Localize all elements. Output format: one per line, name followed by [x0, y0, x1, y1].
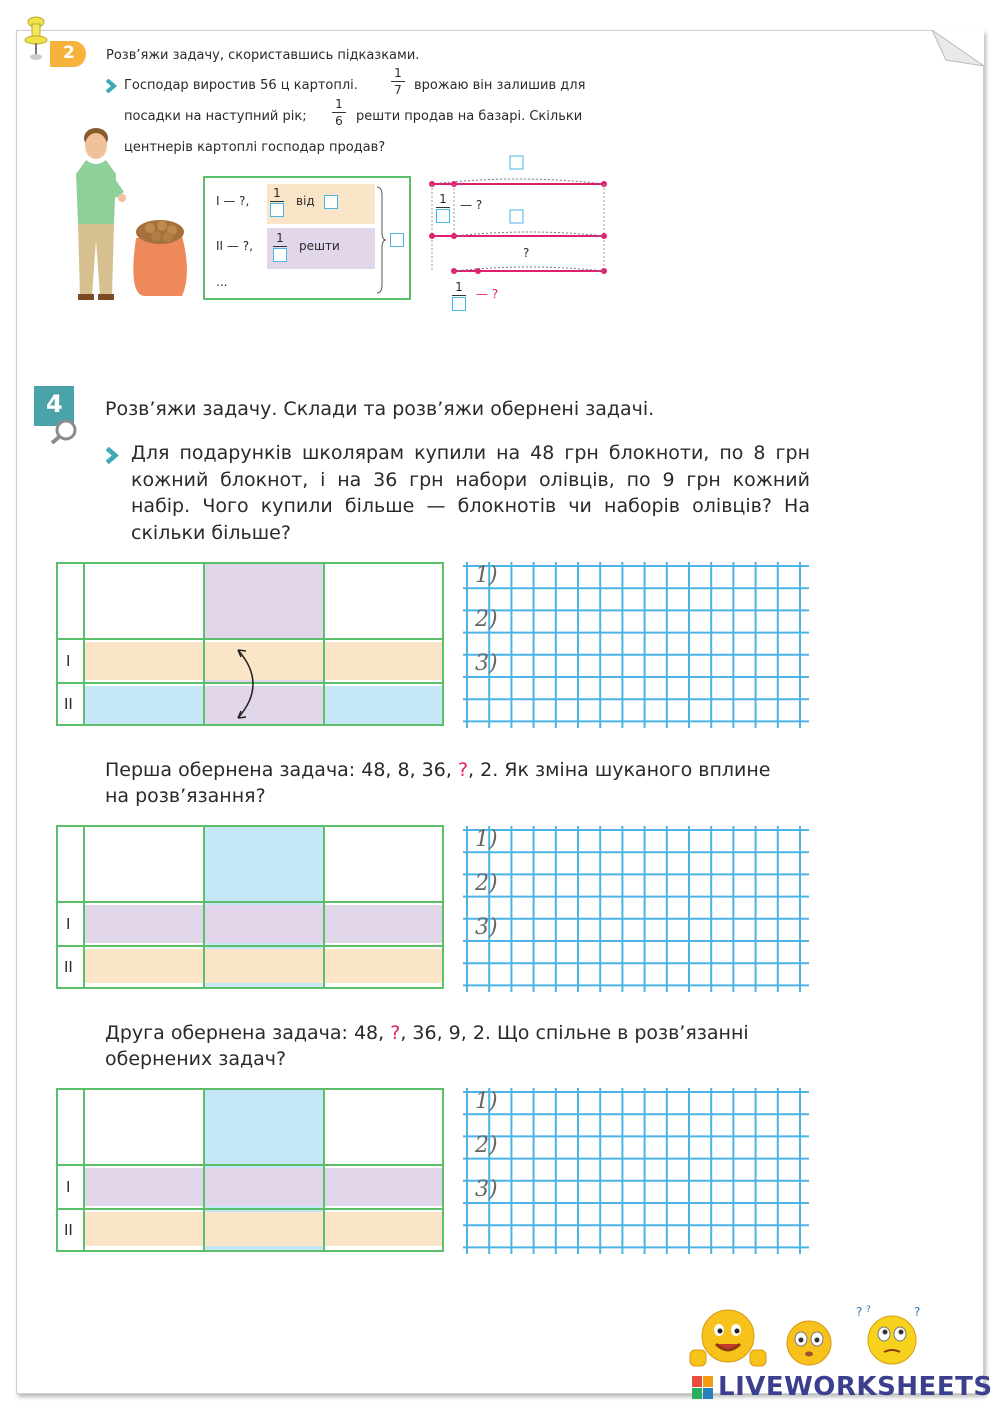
answer-box[interactable] — [324, 195, 338, 209]
row-label-2: II — [64, 695, 73, 713]
problem-line-4: скільки більше? — [131, 522, 291, 544]
inverse1-line2: на розв’язання? — [105, 785, 266, 807]
short-record-table-2 — [56, 825, 444, 989]
hint-row1-fraction — [270, 186, 284, 217]
chevron-right-icon — [106, 79, 118, 93]
task2-line2-a: посадки на наступний рік; — [124, 109, 307, 124]
fraction-numerator: 1 — [273, 186, 281, 200]
brace-icon — [376, 186, 386, 294]
row-label-1: I — [66, 652, 71, 670]
answer-grid-2[interactable] — [463, 826, 809, 992]
diagram-fraction-2 — [452, 280, 466, 311]
task2-instruction: Розв’яжи задачу, скориставшись підказками. — [106, 48, 420, 63]
task2-badge — [50, 41, 86, 67]
inverse1-text-a: Перша обернена задача: 48, 8, 36, — [105, 759, 452, 781]
row-label-2: II — [64, 1221, 73, 1239]
fraction-denominator: 6 — [335, 114, 343, 128]
step-label-1: 1) — [475, 827, 498, 852]
answer-box[interactable] — [452, 297, 466, 311]
inverse2-line1 — [105, 1020, 810, 1046]
answer-box[interactable] — [436, 209, 450, 223]
row1-highlight — [84, 1168, 442, 1206]
row1-highlight — [84, 905, 442, 943]
step-label-2: 2) — [475, 607, 498, 632]
fraction-numerator: 1 — [276, 231, 284, 245]
task2-line1-b: врожаю він залишив для — [414, 78, 586, 93]
fraction-numerator: 1 — [455, 280, 463, 294]
hint-row2-fraction — [273, 231, 287, 262]
smiley-surprised-icon — [782, 1318, 836, 1368]
fraction-denominator: 7 — [394, 83, 402, 97]
diagram-label-2: — ? — [476, 287, 499, 301]
header-cell-highlight — [205, 564, 323, 638]
problem-line-3: набір. Чого купили більше — блокнотів чи наборів олівців? На — [131, 495, 810, 517]
inverse2-text-a: Друга обернена задача: 48, — [105, 1022, 385, 1044]
row-label-1: I — [66, 915, 71, 933]
svg-text:?: ? — [914, 1305, 921, 1319]
answer-box[interactable] — [273, 248, 287, 262]
short-record-table-1 — [56, 562, 444, 726]
task2-line3: центнерів картоплі господар продав? — [124, 140, 386, 155]
problem-line-2: кожний блокнот, і на 36 грн набори олівців, по 9 грн кожний — [131, 469, 810, 491]
liveworksheets-brand[interactable]: LIVEWORKSHEETS — [718, 1372, 993, 1402]
diagram-label-1: — ? — [460, 198, 483, 212]
task4-badge — [34, 386, 82, 444]
chevron-right-icon — [106, 447, 120, 464]
fraction-numerator: 1 — [394, 66, 402, 80]
answer-box[interactable] — [270, 203, 284, 217]
task2-line2-b: решти продав на базарі. Скільки — [356, 109, 583, 124]
step-label-3: 3) — [475, 915, 498, 940]
inverse2-text-b: , 36, 9, 2. Що спільне в розв’язанні — [400, 1022, 749, 1044]
answer-grid-3[interactable] — [463, 1088, 809, 1254]
hint-row1-label: I — ?, — [216, 194, 250, 208]
inverse1-text-b: , 2. Як зміна шуканого вплине — [468, 759, 771, 781]
row2-highlight — [84, 1212, 442, 1246]
step-label-3: 3) — [475, 651, 498, 676]
hint-row2-word: решти — [299, 239, 340, 253]
diagram-fraction-1 — [436, 192, 450, 223]
diagram-question: ? — [523, 246, 530, 260]
short-record-table-3 — [56, 1088, 444, 1252]
task4-number: 4 — [46, 390, 63, 418]
hint-row3: ... — [216, 275, 228, 289]
fraction-one-seventh — [391, 66, 405, 97]
fraction-numerator: 1 — [335, 97, 343, 111]
row2-highlight — [84, 949, 442, 983]
farmer-illustration — [66, 124, 192, 306]
inverse2-line2: обернених задач? — [105, 1048, 287, 1070]
inverse1-question-mark: ? — [457, 759, 469, 781]
svg-text:?: ? — [866, 1305, 871, 1315]
step-label-2: 2) — [475, 1133, 498, 1158]
row-label-1: I — [66, 1178, 71, 1196]
step-label-2: 2) — [475, 871, 498, 896]
row-label-2: II — [64, 958, 73, 976]
step-label-1: 1) — [475, 1089, 498, 1114]
hint-row2-label: II — ?, — [216, 239, 253, 253]
answer-grid-1[interactable] — [463, 562, 809, 728]
step-label-1: 1) — [475, 563, 498, 588]
swap-arrow-icon — [230, 644, 270, 724]
pushpin-icon — [22, 16, 50, 62]
inverse1-line1 — [105, 757, 810, 783]
step-label-3: 3) — [475, 1177, 498, 1202]
hint-row1-word: від — [296, 194, 315, 208]
task2-line1-a: Господар виростив 56 ц картоплі. — [124, 78, 358, 93]
svg-text:?: ? — [856, 1305, 863, 1319]
smiley-thumbs-up-icon — [688, 1306, 768, 1370]
problem-line-1: Для подарунків школярам купили на 48 грн блокноти, по 8 грн — [131, 442, 810, 464]
fraction-numerator: 1 — [439, 192, 447, 206]
inverse2-question-mark: ? — [390, 1022, 401, 1044]
page-fold-icon — [932, 30, 984, 66]
liveworksheets-logo-icon — [692, 1376, 714, 1400]
answer-box[interactable] — [390, 233, 404, 247]
fraction-one-sixth — [332, 97, 346, 128]
task4-heading: Розв’яжи задачу. Склади та розв’яжи обернені задачі. — [105, 398, 655, 420]
task2-number: 2 — [63, 43, 75, 63]
smiley-thinking-icon — [852, 1302, 932, 1370]
